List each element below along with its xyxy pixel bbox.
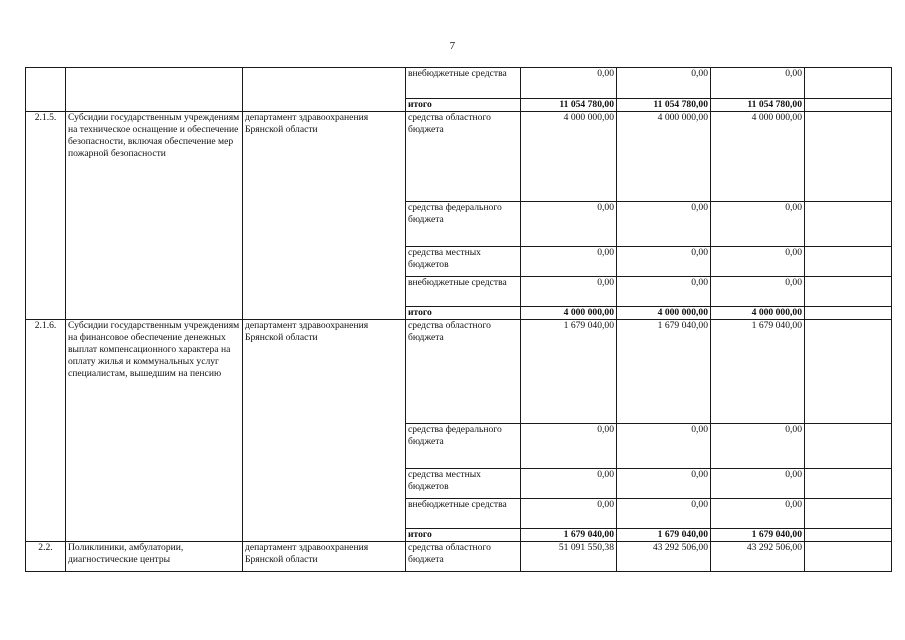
cell-amount: 1 679 040,00: [617, 529, 711, 542]
cell-executor: [243, 68, 406, 112]
cell-amount: 0,00: [521, 247, 617, 277]
cell-amount: 4 000 000,00: [521, 307, 617, 320]
cell-name: [66, 68, 243, 112]
cell-num: 2.2.: [26, 542, 66, 572]
cell-amount: 0,00: [711, 68, 805, 99]
cell-empty: [805, 424, 892, 469]
cell-empty: [805, 469, 892, 499]
cell-empty: [805, 529, 892, 542]
cell-empty: [805, 112, 892, 202]
cell-amount: 0,00: [711, 499, 805, 529]
cell-num: 2.1.6.: [26, 320, 66, 542]
cell-amount: 0,00: [711, 277, 805, 307]
cell-amount: 0,00: [617, 277, 711, 307]
cell-source: средства областного бюджета: [406, 542, 521, 572]
cell-source: внебюджетные средства: [406, 68, 521, 99]
cell-amount: 0,00: [521, 424, 617, 469]
cell-amount: 0,00: [617, 247, 711, 277]
page-number: 7: [449, 40, 456, 52]
table-row: [26, 68, 892, 99]
cell-empty: [805, 202, 892, 247]
cell-amount: 4 000 000,00: [617, 307, 711, 320]
cell-amount: 4 000 000,00: [521, 112, 617, 202]
cell-amount: 0,00: [521, 277, 617, 307]
table-row: [26, 542, 892, 572]
table-row: [26, 320, 892, 424]
cell-source: итого: [406, 99, 521, 112]
cell-amount: 1 679 040,00: [711, 320, 805, 424]
cell-amount: 0,00: [617, 499, 711, 529]
cell-executor: департамент здравоохранения Брянской области: [243, 542, 406, 572]
cell-name: Поликлиники, амбулатории, диагностические центры: [66, 542, 243, 572]
cell-amount: 0,00: [521, 499, 617, 529]
cell-source: средства областного бюджета: [406, 112, 521, 202]
cell-amount: 0,00: [521, 202, 617, 247]
cell-amount: 4 000 000,00: [711, 112, 805, 202]
cell-amount: 1 679 040,00: [617, 320, 711, 424]
cell-empty: [805, 99, 892, 112]
cell-source: средства областного бюджета: [406, 320, 521, 424]
cell-source: внебюджетные средства: [406, 277, 521, 307]
cell-name: Субсидии государственным учреждениям на техническое оснащение и обеспечение безопасности, включая обеспечение мер пожарной безопасности: [66, 112, 243, 320]
cell-amount: 0,00: [711, 424, 805, 469]
cell-source: средства местных бюджетов: [406, 469, 521, 499]
cell-source: итого: [406, 529, 521, 542]
cell-amount: 11 054 780,00: [617, 99, 711, 112]
cell-source: внебюджетные средства: [406, 499, 521, 529]
cell-amount: 0,00: [521, 68, 617, 99]
cell-amount: 0,00: [617, 469, 711, 499]
cell-name: Субсидии государственным учреждениям на финансовое обеспечение денежных выплат компенсационного характера на оплату жилья и коммунальных услуг специалистам, вышедшим на пенсию: [66, 320, 243, 542]
cell-source: средства местных бюджетов: [406, 247, 521, 277]
cell-empty: [805, 307, 892, 320]
cell-amount: 1 679 040,00: [521, 529, 617, 542]
cell-amount: 11 054 780,00: [711, 99, 805, 112]
cell-amount: 1 679 040,00: [711, 529, 805, 542]
cell-source: средства федерального бюджета: [406, 424, 521, 469]
cell-amount: 0,00: [617, 202, 711, 247]
cell-num: 2.1.5.: [26, 112, 66, 320]
cell-amount: 0,00: [617, 424, 711, 469]
cell-empty: [805, 68, 892, 99]
cell-num: [26, 68, 66, 112]
cell-amount: 0,00: [711, 202, 805, 247]
cell-amount: 0,00: [617, 68, 711, 99]
cell-empty: [805, 320, 892, 424]
cell-amount: 0,00: [521, 469, 617, 499]
budget-table: [25, 67, 892, 572]
cell-amount: 51 091 550,38: [521, 542, 617, 572]
cell-empty: [805, 247, 892, 277]
cell-amount: 43 292 506,00: [711, 542, 805, 572]
cell-source: средства федерального бюджета: [406, 202, 521, 247]
cell-executor: департамент здравоохранения Брянской области: [243, 320, 406, 542]
cell-amount: 0,00: [711, 247, 805, 277]
cell-empty: [805, 542, 892, 572]
cell-amount: 4 000 000,00: [711, 307, 805, 320]
cell-amount: 1 679 040,00: [521, 320, 617, 424]
cell-amount: 4 000 000,00: [617, 112, 711, 202]
cell-source: итого: [406, 307, 521, 320]
cell-executor: департамент здравоохранения Брянской области: [243, 112, 406, 320]
cell-empty: [805, 277, 892, 307]
cell-amount: 11 054 780,00: [521, 99, 617, 112]
cell-amount: 0,00: [711, 469, 805, 499]
cell-empty: [805, 499, 892, 529]
cell-amount: 43 292 506,00: [617, 542, 711, 572]
table-row: [26, 112, 892, 202]
